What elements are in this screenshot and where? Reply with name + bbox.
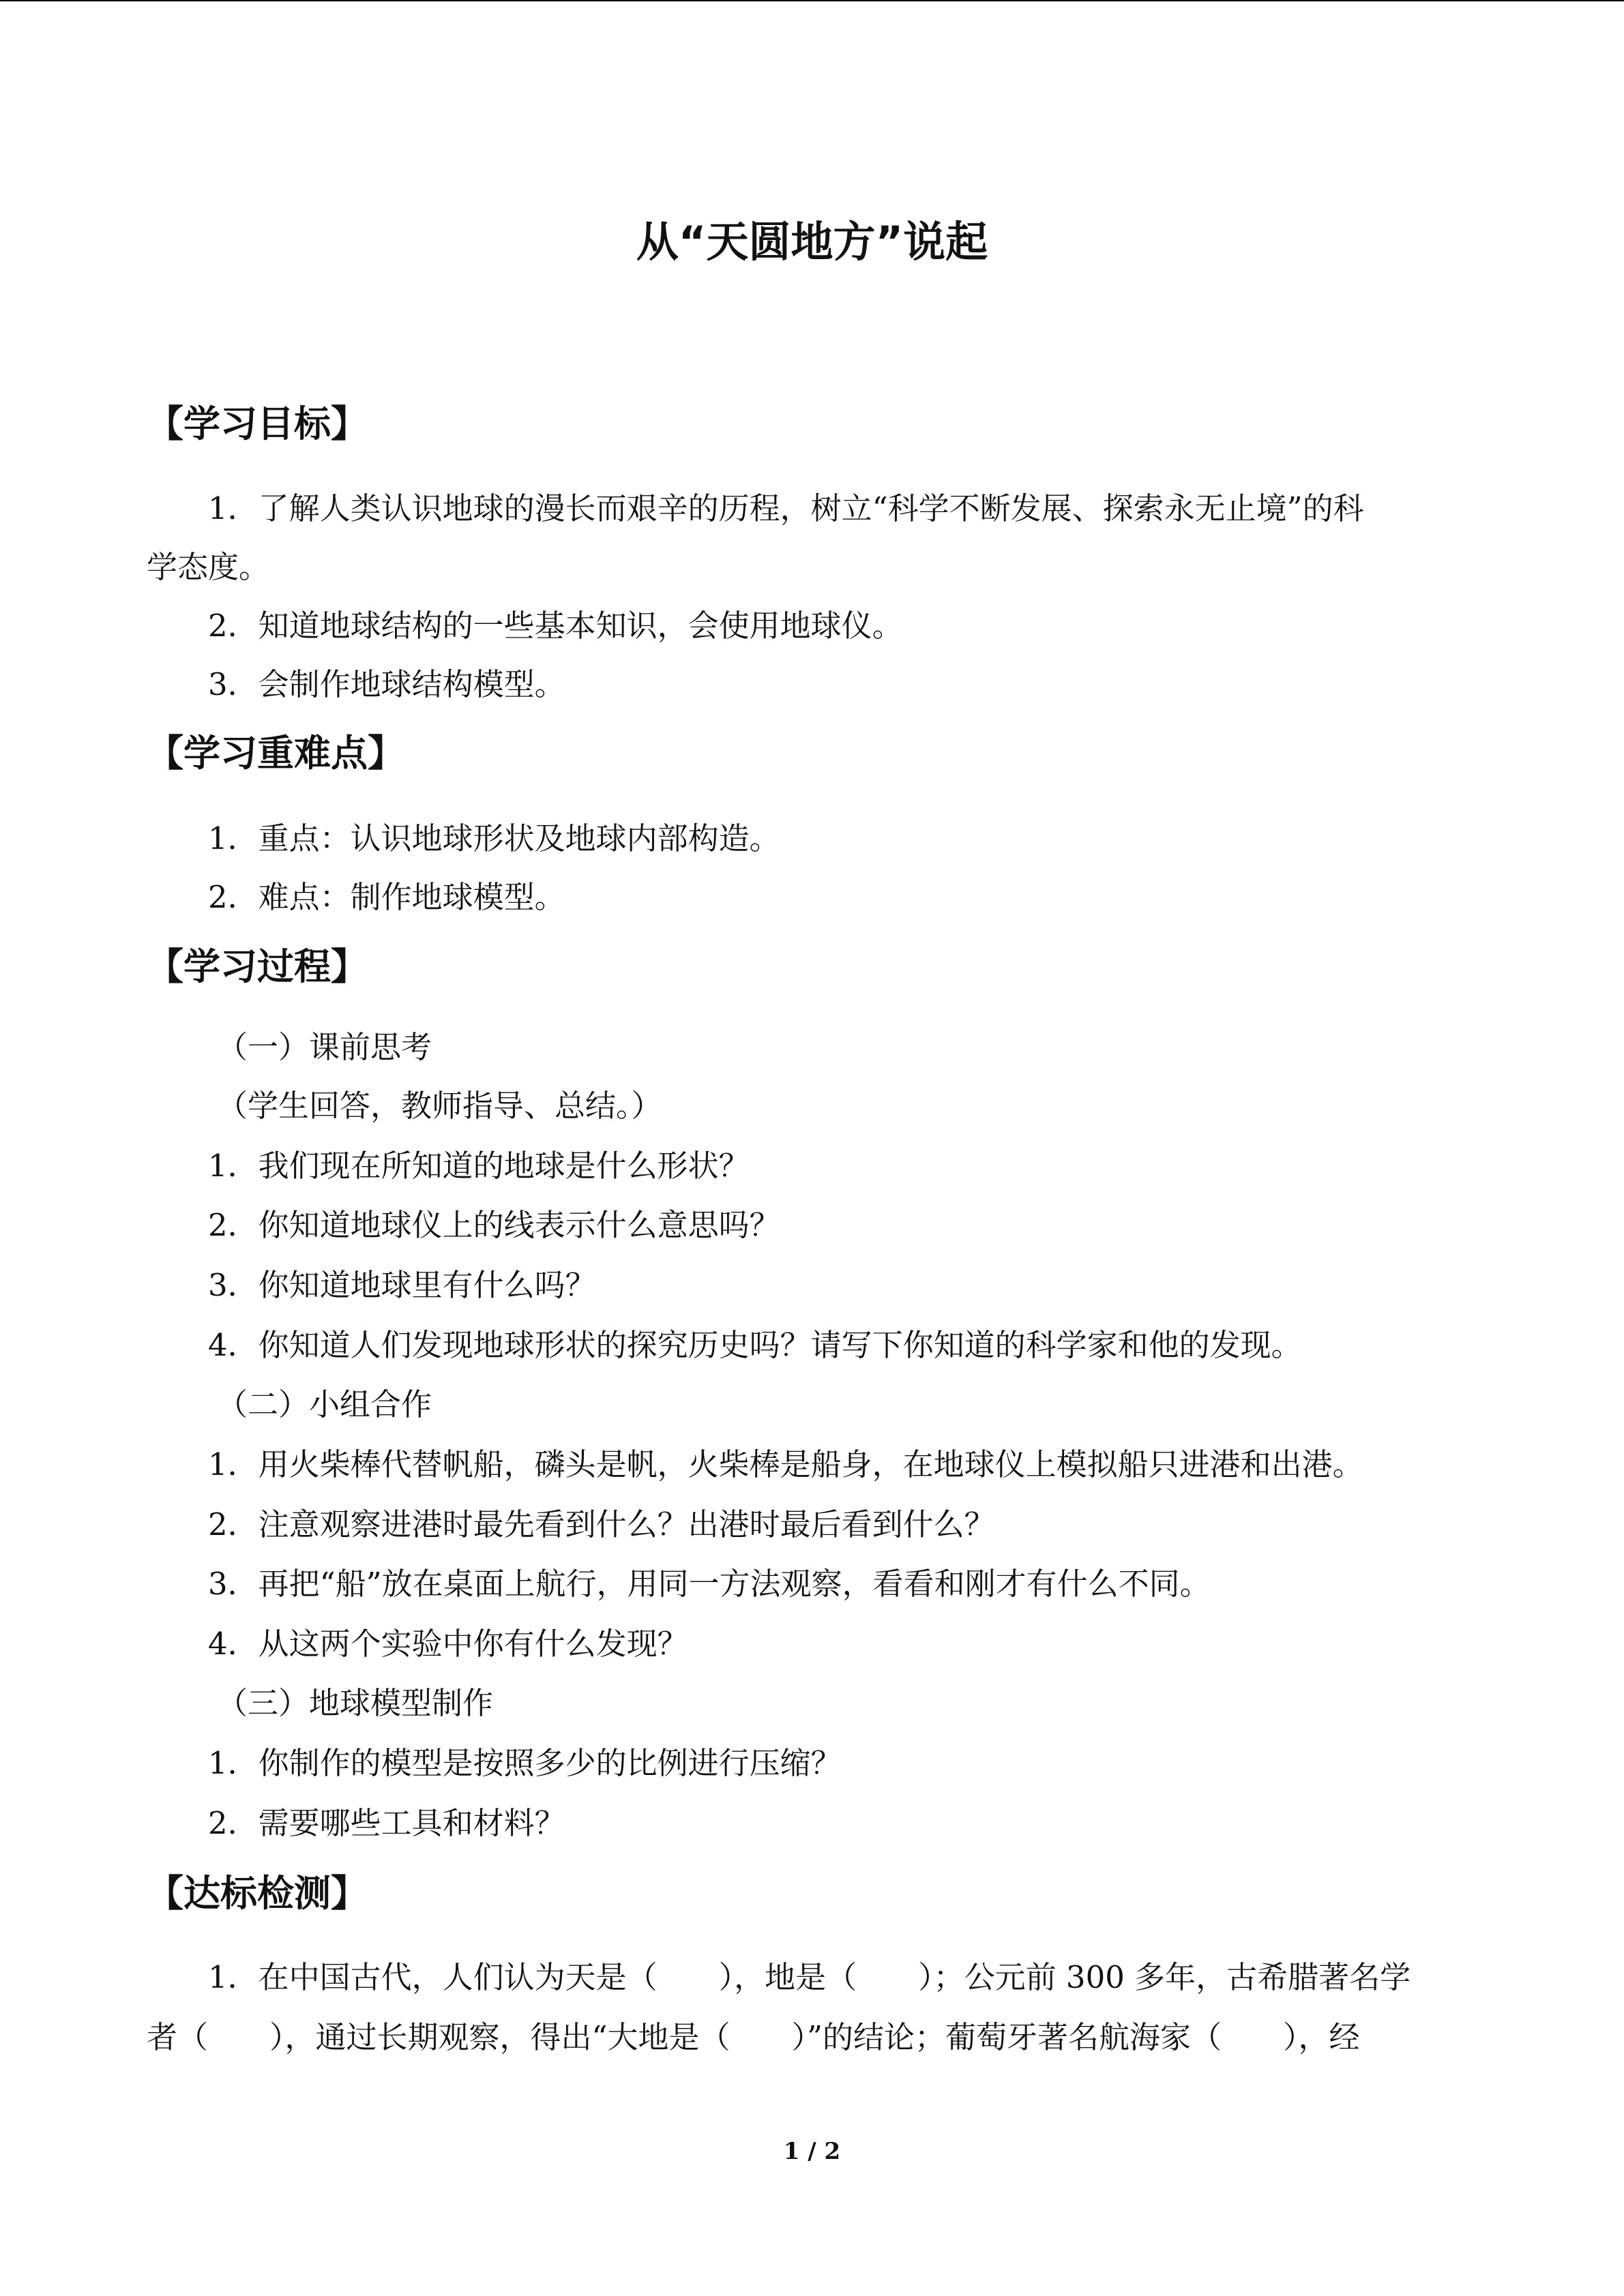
heading-learning-goals: 【学习目标】 [147,402,368,445]
part-1-note: （学生回答，教师指导、总结。） [217,1088,662,1124]
test-question-1-line-2: 者（ ），通过长期观察，得出“大地是（ ）”的结论；葡萄牙著名航海家（ ），经 [147,2019,1360,2055]
page-title: 从“天圆地方”说起 [636,217,988,267]
top-border-line [0,0,1624,1]
part-1-item-1: 1．我们现在所知道的地球是什么形状？ [208,1148,750,1184]
part-2-item-3: 3．再把“船”放在桌面上航行，用同一方法观察，看看和刚才有什么不同。 [208,1566,1211,1602]
heading-learning-process: 【学习过程】 [147,945,368,988]
part-2-item-4: 4．从这两个实验中你有什么发现？ [208,1626,688,1662]
part-1-item-4: 4．你知道人们发现地球形状的探究历史吗？请写下你知道的科学家和他的发现。 [208,1327,1302,1363]
key-point-1: 1．重点：认识地球形状及地球内部构造。 [208,820,780,856]
heading-key-points: 【学习重难点】 [147,732,404,775]
part-3-item-2: 2．需要哪些工具和材料？ [208,1805,565,1841]
part-3-title: （三）地球模型制作 [217,1685,494,1721]
goal-item-3: 3．会制作地球结构模型。 [208,666,565,702]
part-2-item-2: 2．注意观察进港时最先看到什么？出港时最后看到什么？ [208,1506,995,1542]
test-question-1-line-1: 1．在中国古代，人们认为天是（ ），地是（ ）；公元前 300 多年，古希腊著名学 [208,1959,1411,1995]
goal-item-2: 2．知道地球结构的一些基本知识，会使用地球仪。 [208,608,903,644]
part-2-title: （二）小组合作 [217,1386,432,1422]
goal-item-1-cont: 学态度。 [147,549,270,585]
goal-item-1: 1．了解人类认识地球的漫长而艰辛的历程，树立“科学不断发展、探索永无止境”的科 [208,490,1364,526]
key-point-2: 2．难点：制作地球模型。 [208,879,565,915]
part-3-item-1: 1．你制作的模型是按照多少的比例进行压缩？ [208,1745,842,1781]
part-1-title: （一）课前思考 [217,1029,432,1065]
part-1-item-3: 3．你知道地球里有什么吗？ [208,1267,596,1303]
heading-assessment: 【达标检测】 [147,1872,368,1915]
part-1-item-2: 2．你知道地球仪上的线表示什么意思吗？ [208,1207,780,1243]
part-2-item-1: 1．用火柴棒代替帆船，磷头是帆，火柴棒是船身，在地球仪上模拟船只进港和出港。 [208,1446,1363,1482]
page-number: 1 / 2 [783,2138,841,2165]
